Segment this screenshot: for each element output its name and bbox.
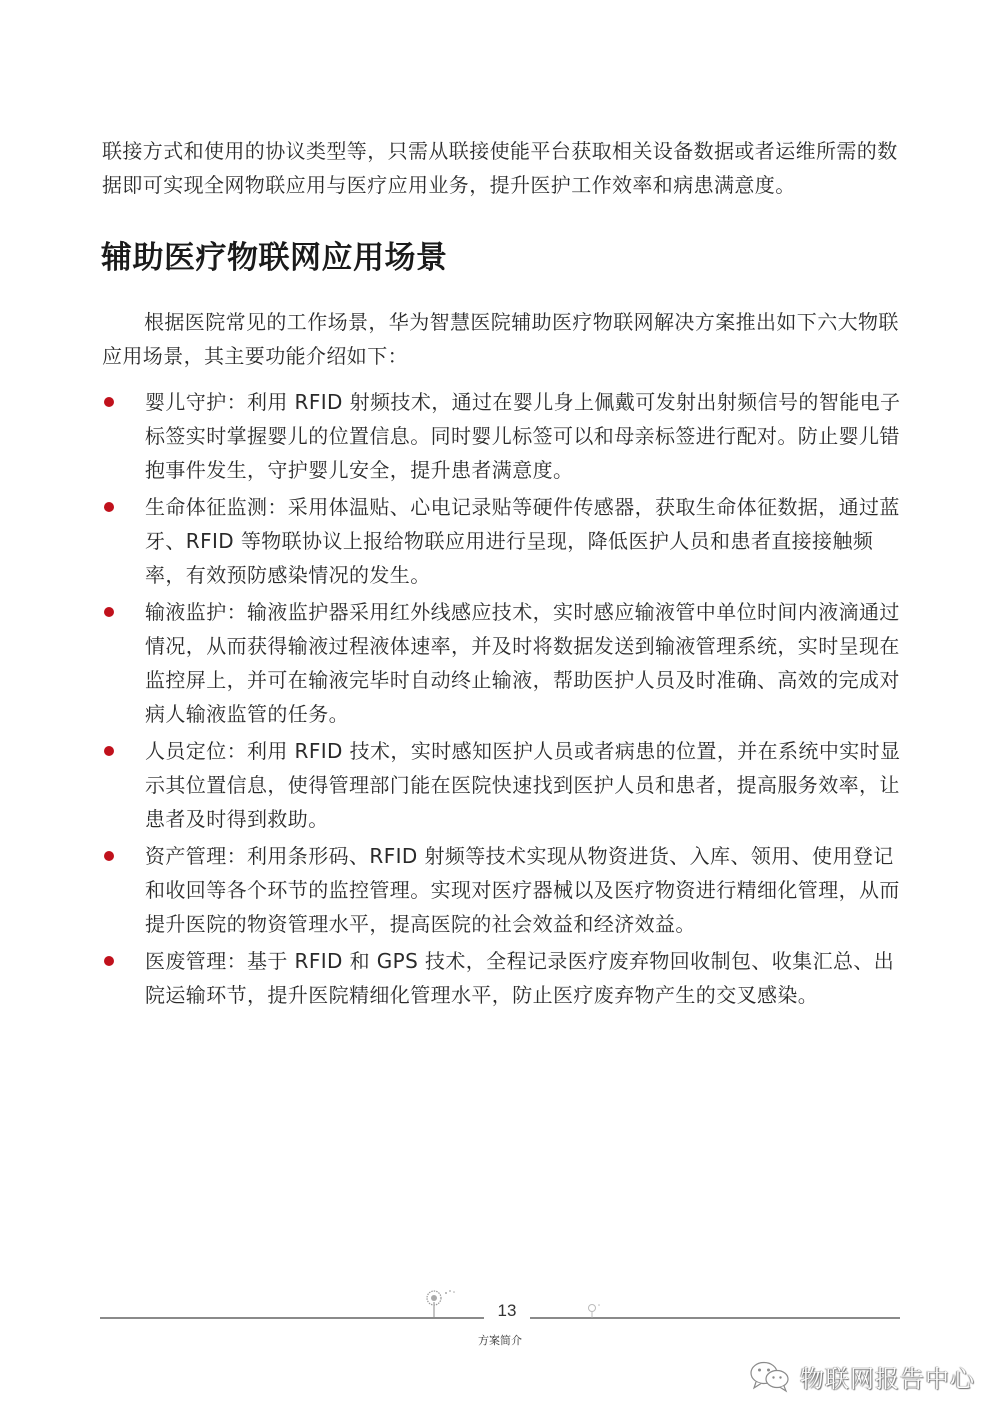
dandelion-icon: [415, 1288, 465, 1320]
small-dandelion-icon: [586, 1302, 606, 1320]
bullet-dot-icon: [104, 397, 114, 407]
scenario-item-baby-protection: [102, 385, 902, 487]
page-number: 13: [497, 1301, 517, 1320]
scenario-text: 生命体征监测：采用体温贴、心电记录贴等硬件传感器，获取生命体征数据，通过蓝牙、RFID 等物联协议上报给物联应用进行呈现，降低医护人员和患者直接接触频率，有效预防感染情况的发生。: [145, 495, 900, 587]
scenario-list: [102, 385, 902, 1015]
scenario-text: 医废管理：基于 RFID 和 GPS 技术，全程记录医疗废弃物回收制包、收集汇总、出院运输环节，提升医院精细化管理水平，防止医疗废弃物产生的交叉感染。: [145, 949, 895, 1007]
bullet-dot-icon: [104, 502, 114, 512]
bullet-dot-icon: [104, 851, 114, 861]
scenario-item-medical-waste: [102, 944, 902, 1012]
wechat-icon: [748, 1359, 792, 1393]
scenario-text: 人员定位：利用 RFID 技术，实时感知医护人员或者病患的位置，并在系统中实时显示其位置信息，使得管理部门能在医院快速找到医护人员和患者，提高服务效率，让患者及时得到救助。: [145, 739, 901, 831]
scenario-text: 资产管理：利用条形码、RFID 射频等技术实现从物资进货、入库、领用、使用登记和收回等各个环节的监控管理。实现对医疗器械以及医疗物资进行精细化管理，从而提升医院的物资管理水平，提高医院的社会效益和经济效益。: [145, 844, 900, 936]
scenario-item-asset-management: [102, 839, 902, 941]
lead-paragraph: 根据医院常见的工作场景，华为智慧医院辅助医疗物联网解决方案推出如下六大物联应用场景，其主要功能介绍如下：: [102, 310, 899, 368]
scenario-item-infusion-monitoring: [102, 595, 902, 731]
bullet-dot-icon: [104, 956, 114, 966]
page-footer: [0, 1270, 1000, 1360]
watermark: [748, 1356, 975, 1396]
bullet-dot-icon: [104, 607, 114, 617]
scenario-text: 婴儿守护：利用 RFID 射频技术，通过在婴儿身上佩戴可发射出射频信号的智能电子标签实时掌握婴儿的位置信息。同时婴儿标签可以和母亲标签进行配对。防止婴儿错抱事件发生，守护婴儿安全，提升患者满意度。: [145, 390, 901, 482]
section-title: 辅助医疗物联网应用场景: [101, 240, 448, 276]
watermark-text: 物联网报告中心: [800, 1364, 975, 1393]
intro-paragraph: 联接方式和使用的协议类型等，只需从联接使能平台获取相关设备数据或者运维所需的数据即可实现全网物联应用与医疗应用业务，提升医护工作效率和病患满意度。: [102, 139, 898, 197]
bullet-dot-icon: [104, 746, 114, 756]
section-name: 方案简介: [478, 1334, 522, 1347]
scenario-text: 输液监护：输液监护器采用红外线感应技术，实时感应输液管中单位时间内液滴通过情况，从而获得输液过程液体速率，并及时将数据发送到输液管理系统，实时呈现在监控屏上，并可在输液完毕时自动终止输液，帮助医护人员及时准确、高效的完成对病人输液监管的任务。: [145, 600, 900, 726]
scenario-item-staff-positioning: [102, 734, 902, 836]
scenario-item-vital-signs: [102, 490, 902, 592]
